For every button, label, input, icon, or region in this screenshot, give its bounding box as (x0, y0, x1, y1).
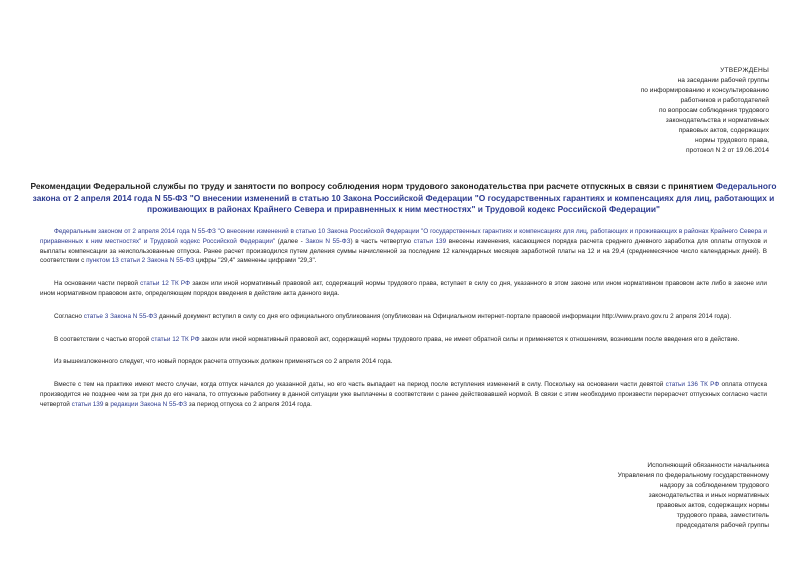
paragraph-text: цифры "29,4" заменены цифрами "29,3". (194, 257, 317, 265)
paragraph-3 (40, 312, 767, 322)
signature-line: председателя рабочей группы (676, 522, 769, 529)
paragraph-6 (40, 380, 767, 409)
approval-line: нормы трудового права, (695, 137, 769, 144)
approval-block (529, 66, 769, 156)
paragraph-4 (40, 335, 767, 345)
document-title (30, 181, 777, 216)
signature-line: Управления по федеральному государственному (617, 472, 769, 479)
paragraph-text: В соответствии с частью второй (54, 335, 152, 343)
paragraph-1 (40, 227, 767, 266)
approval-line: на заседании рабочей группы (677, 77, 769, 84)
article-139-link[interactable]: статьи 139 (413, 237, 447, 245)
paragraph-text: в (103, 400, 111, 408)
approval-protocol: протокол N 2 от 19.06.2014 (685, 147, 769, 154)
signature-line: трудового права, заместитель (676, 512, 769, 519)
paragraph-text: ) в часть четвертую (350, 237, 414, 245)
approval-heading: УТВЕРЖДЕНЫ (720, 67, 769, 74)
paragraph-text: Согласно (54, 312, 84, 320)
article-136-tk-link[interactable]: статьи 136 ТК РФ (665, 381, 720, 389)
paragraph-5 (40, 357, 767, 367)
paragraph-text: закон или иной нормативный правовой акт, содержащий нормы трудового права, не имеет обратной силы и применяется к отношениям, возникшим после введения его в действие. (199, 335, 740, 343)
approval-line: правовых актов, содержащих (678, 127, 769, 134)
paragraph-text: внесены изменения, касающиеся порядка расчета среднего дневного заработка для оплаты отпусков и выплаты компенсации за неиспользованные отпуска. Ранее расчет производился путем деления суммы начисленной за последние 12 календарных месяцев заработной платы на 12 и на 29,4 (среднемесячное число календарных дней). В соответствии с (40, 237, 767, 265)
paragraph-text: закон или иной нормативный правовой акт, содержащий нормы трудового права, вступает в силу со дня, указанного в этом законе или ином нормативном правовом акте либо в законе или ином нормативном правовом акте, определяющем порядок введения в действие акта данного вида. (40, 280, 768, 297)
approval-line: законодательства и нормативных (665, 117, 769, 124)
law-55fz-edition-link[interactable]: редакции Закона N 55-ФЗ (110, 400, 188, 408)
paragraph-text: Из вышеизложенного следует, что новый порядок расчета отпускных должен применяться со 2 апреля 2014 года. (54, 358, 393, 366)
signature-line: правовых актов, содержащих нормы (656, 502, 769, 509)
paragraph-text: Вместе с тем на практике имеют место случаи, когда отпуск начался до указанной даты, но его часть выпадает на период после вступления изменений в силу. Поскольку на основании части девятой (54, 381, 666, 389)
paragraph-2 (40, 279, 767, 299)
paragraph-text: На основании части первой (54, 280, 141, 288)
paragraph-text: оплата отпуска производится не позднее чем за три дня до его начала, то отпускные работнику в данной ситуации уже выплачены в соответствии с ранее действовавшей нормой. В связи с этим необходимо произвести перерасчет отпускных согласно части четвертой (40, 381, 767, 408)
approval-line: по вопросам соблюдения трудового (658, 107, 769, 114)
signature-block (529, 461, 769, 531)
article-12-tk-link[interactable]: статьи 12 ТК РФ (151, 335, 200, 343)
title-law-link[interactable]: Федерального закона от 2 апреля 2014 года N 55-ФЗ "О внесении изменений в статью 10 Закона Российской Федерации "О государственных гарантиях и компенсациях для лиц, работающих и проживающих в районах Крайнего Севера и приравненных к ним местностях" и Трудовой кодекс Российской Федерации" (32, 181, 777, 214)
signature-line: Исполняющий обязанности начальника (647, 462, 769, 469)
article-12-tk-link[interactable]: статьи 12 ТК РФ (140, 280, 190, 288)
paragraph-text: за период отпуска со 2 апреля 2014 года. (187, 400, 312, 408)
approval-line: по информированию и консультированию (640, 87, 769, 94)
article-139-link[interactable]: статьи 139 (71, 400, 104, 408)
signature-line: надзору за соблюдением трудового (659, 482, 769, 489)
approval-line: работников и работодателей (680, 97, 769, 104)
paragraph-text: (далее - (275, 237, 306, 245)
signature-line: законодательства и иных нормативных (648, 492, 769, 499)
document-body (40, 227, 767, 423)
clause-13-article-2-link[interactable]: пунктом 13 статьи 2 Закона N 55-ФЗ (86, 257, 195, 265)
paragraph-text: данный документ вступил в силу со дня его официального опубликования (опубликован на Официальном интернет-портале правовой информации http://www.pravo.gov.ru 2 апреля 2014 года). (157, 312, 732, 320)
article-3-law-link[interactable]: статье 3 Закона N 55-ФЗ (83, 312, 158, 320)
title-part-1: Рекомендации Федеральной службы по труду и занятости по вопросу соблюдения норм трудового законодательства при расчете отпускных в связи с принятием (30, 181, 714, 191)
law-55fz-short-link[interactable]: Закон N 55-ФЗ (305, 237, 351, 245)
law-55fz-link[interactable]: Федеральным законом от 2 апреля 2014 года N 55-ФЗ "О внесении изменений в статью 10 Закона Российской Федерации "О государственных гарантиях и компенсациях для лиц, работающих и проживающих в районах Крайнего Севера и приравненных к ним местностях" и Трудовой кодекс Российской Федерации" (40, 228, 767, 245)
